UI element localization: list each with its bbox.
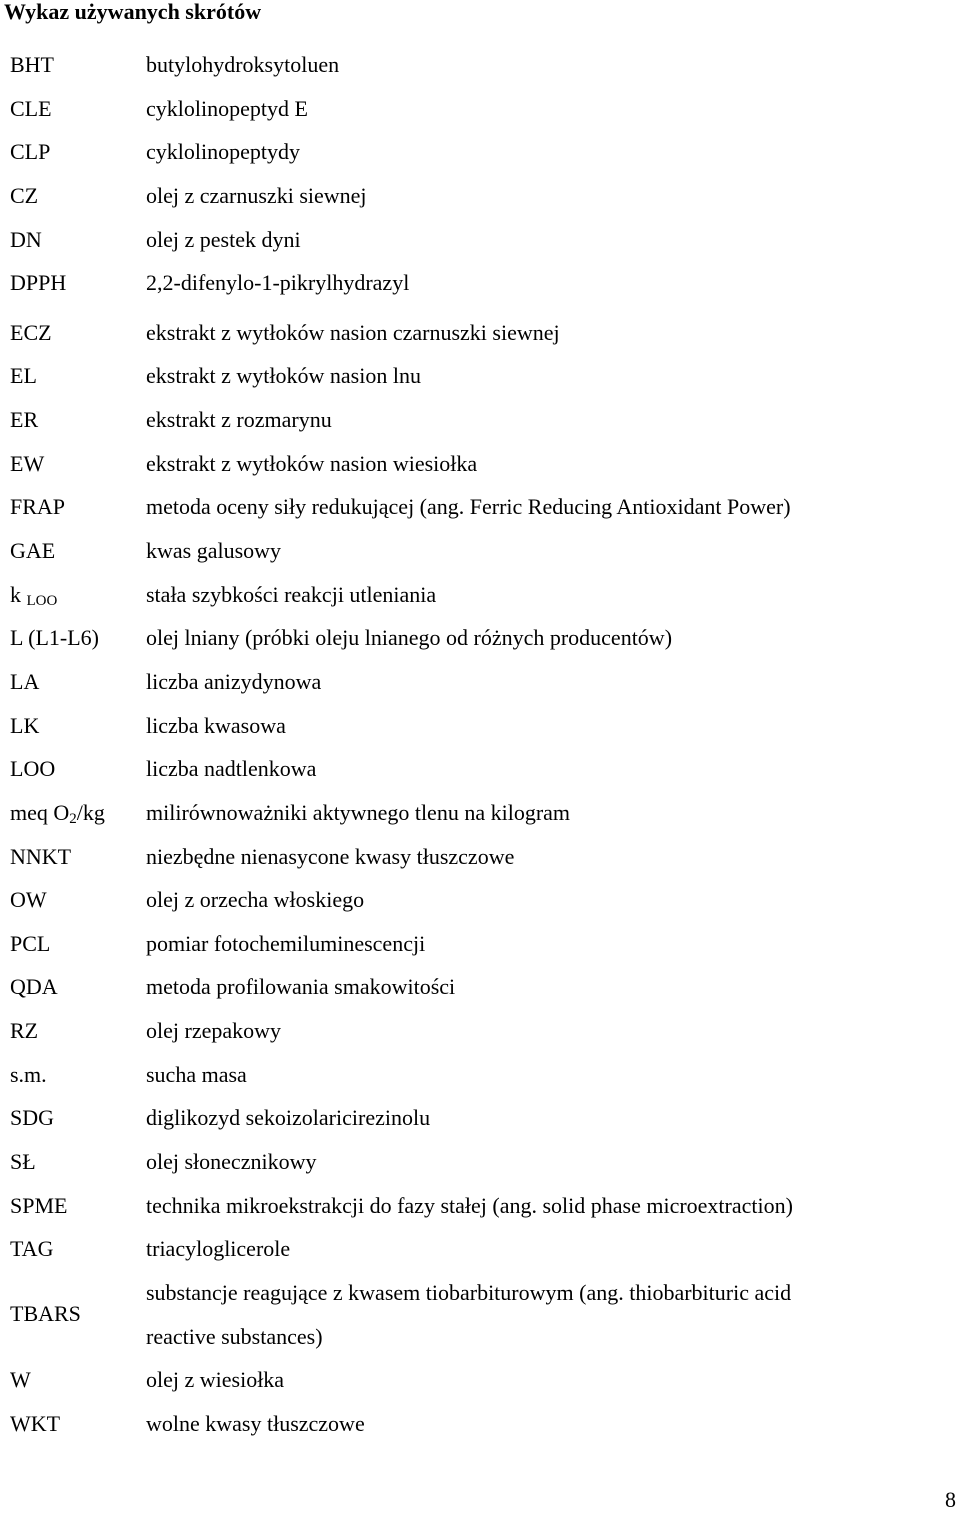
abbreviation: FRAP bbox=[10, 494, 66, 520]
list-item bbox=[0, 174, 960, 218]
abbreviation: EW bbox=[10, 450, 45, 476]
definition: diglikozyd sekoizolaricirezinolu bbox=[146, 1105, 431, 1131]
list-item bbox=[0, 747, 960, 791]
abbreviation: EL bbox=[10, 363, 37, 389]
abbreviation-prefix: meq O bbox=[10, 799, 70, 825]
abbreviation: TBARS bbox=[10, 1300, 81, 1326]
abbreviation: DPPH bbox=[10, 270, 67, 296]
definition-line: reactive substances) bbox=[146, 1323, 323, 1349]
definition: 2,2-difenylo-1-pikrylhydrazyl bbox=[146, 270, 410, 296]
list-item bbox=[0, 485, 960, 529]
definition: butylohydroksytoluen bbox=[146, 52, 340, 77]
list-item bbox=[0, 529, 960, 573]
definition: metoda profilowania smakowitości bbox=[146, 974, 456, 1000]
definition: olej lniany (próbki oleju lnianego od różnych producentów) bbox=[146, 625, 673, 651]
list-item bbox=[0, 922, 960, 966]
definition: sucha masa bbox=[146, 1061, 247, 1087]
abbreviation: ECZ bbox=[10, 319, 52, 345]
abbreviation: QDA bbox=[10, 974, 58, 1000]
list-item bbox=[0, 1227, 960, 1271]
definition: liczba kwasowa bbox=[146, 712, 286, 738]
abbreviation: NNKT bbox=[10, 843, 72, 869]
list-item bbox=[0, 398, 960, 442]
abbreviation: TAG bbox=[10, 1236, 54, 1262]
abbreviation: CLE bbox=[10, 95, 52, 121]
abbreviation: SŁ bbox=[10, 1149, 36, 1175]
definition: pomiar fotochemiluminescencji bbox=[146, 930, 426, 956]
definition: olej z orzecha włoskiego bbox=[146, 887, 365, 913]
list-item bbox=[0, 1358, 960, 1402]
list-item bbox=[0, 261, 960, 305]
definition: stała szybkości reakcji utleniania bbox=[146, 581, 437, 607]
page-number: 8 bbox=[945, 1487, 956, 1512]
list-item bbox=[0, 1184, 960, 1228]
list-item bbox=[0, 87, 960, 131]
list-item bbox=[0, 1271, 960, 1358]
abbreviation-main: k bbox=[10, 581, 21, 607]
list-item bbox=[0, 354, 960, 398]
definition: ekstrakt z wytłoków nasion wiesiołka bbox=[146, 450, 478, 476]
list-item bbox=[0, 130, 960, 174]
list-item bbox=[0, 1009, 960, 1053]
abbreviation: LK bbox=[10, 712, 40, 738]
definition: olej rzepakowy bbox=[146, 1018, 281, 1044]
definition: ekstrakt z wytłoków nasion lnu bbox=[146, 363, 421, 389]
definition: cyklolinopeptyd E bbox=[146, 95, 308, 121]
definition: olej z wiesiołka bbox=[146, 1367, 285, 1393]
definition: olej z czarnuszki siewnej bbox=[146, 182, 367, 208]
abbreviation-suffix: /kg bbox=[76, 799, 105, 825]
abbreviation: W bbox=[10, 1367, 31, 1393]
page-title: Wykaz używanych skrótów bbox=[4, 0, 262, 24]
definition: technika mikroekstrakcji do fazy stałej (ang. solid phase microextraction) bbox=[146, 1192, 793, 1218]
definition: ekstrakt z wytłoków nasion czarnuszki siewnej bbox=[146, 319, 560, 345]
list-item bbox=[0, 218, 960, 262]
abbreviation: s.m. bbox=[10, 1061, 47, 1087]
abbreviation: RZ bbox=[10, 1018, 39, 1044]
list-item bbox=[0, 704, 960, 748]
abbreviation: LOO bbox=[10, 756, 56, 782]
list-item bbox=[0, 1053, 960, 1097]
definition bbox=[146, 1271, 946, 1358]
definition: kwas galusowy bbox=[146, 538, 282, 564]
abbreviation: CLP bbox=[10, 139, 51, 165]
abbreviation: WKT bbox=[10, 1410, 61, 1436]
definition: olej słonecznikowy bbox=[146, 1149, 317, 1175]
abbreviation: BHT bbox=[10, 52, 54, 77]
definition: liczba anizydynowa bbox=[146, 668, 322, 694]
list-item bbox=[0, 965, 960, 1009]
list-item bbox=[0, 1402, 960, 1446]
definition-line: substancje reagujące z kwasem tiobarbiturowym (ang. thiobarbituric acid bbox=[146, 1279, 792, 1305]
definition: ekstrakt z rozmarynu bbox=[146, 407, 332, 433]
abbreviation bbox=[10, 801, 105, 825]
list-item bbox=[0, 791, 960, 835]
list-item bbox=[0, 660, 960, 704]
list-item bbox=[0, 616, 960, 660]
definition: liczba nadtlenkowa bbox=[146, 756, 317, 782]
list-item bbox=[0, 1140, 960, 1184]
abbreviation: PCL bbox=[10, 930, 51, 956]
abbreviation: CZ bbox=[10, 182, 39, 208]
list-item bbox=[0, 43, 960, 87]
list-item bbox=[0, 573, 960, 617]
definition: cyklolinopeptydy bbox=[146, 139, 300, 165]
list-item bbox=[0, 442, 960, 486]
abbreviation: ER bbox=[10, 407, 39, 433]
abbreviation: LA bbox=[10, 668, 40, 694]
abbreviation-list bbox=[0, 43, 960, 1446]
abbreviation-subscript: LOO bbox=[26, 592, 58, 609]
definition: milirównoważniki aktywnego tlenu na kilogram bbox=[146, 799, 571, 825]
abbreviation: SDG bbox=[10, 1105, 55, 1131]
list-item bbox=[0, 878, 960, 922]
definition: metoda oceny siły redukującej (ang. Ferric Reducing Antioxidant Power) bbox=[146, 494, 791, 520]
abbreviation: SPME bbox=[10, 1192, 68, 1218]
abbreviation: GAE bbox=[10, 538, 56, 564]
abbreviation bbox=[10, 583, 57, 607]
definition: olej z pestek dyni bbox=[146, 226, 301, 252]
abbreviation: DN bbox=[10, 226, 42, 252]
list-item bbox=[0, 835, 960, 879]
definition: triacyloglicerole bbox=[146, 1236, 291, 1262]
list-item bbox=[0, 1096, 960, 1140]
definition: wolne kwasy tłuszczowe bbox=[146, 1410, 365, 1436]
abbreviation: L (L1-L6) bbox=[10, 625, 99, 651]
abbreviation-subscript: 2 bbox=[69, 810, 77, 827]
list-item bbox=[0, 311, 960, 355]
definition: niezbędne nienasycone kwasy tłuszczowe bbox=[146, 843, 515, 869]
abbreviation: OW bbox=[10, 887, 47, 913]
